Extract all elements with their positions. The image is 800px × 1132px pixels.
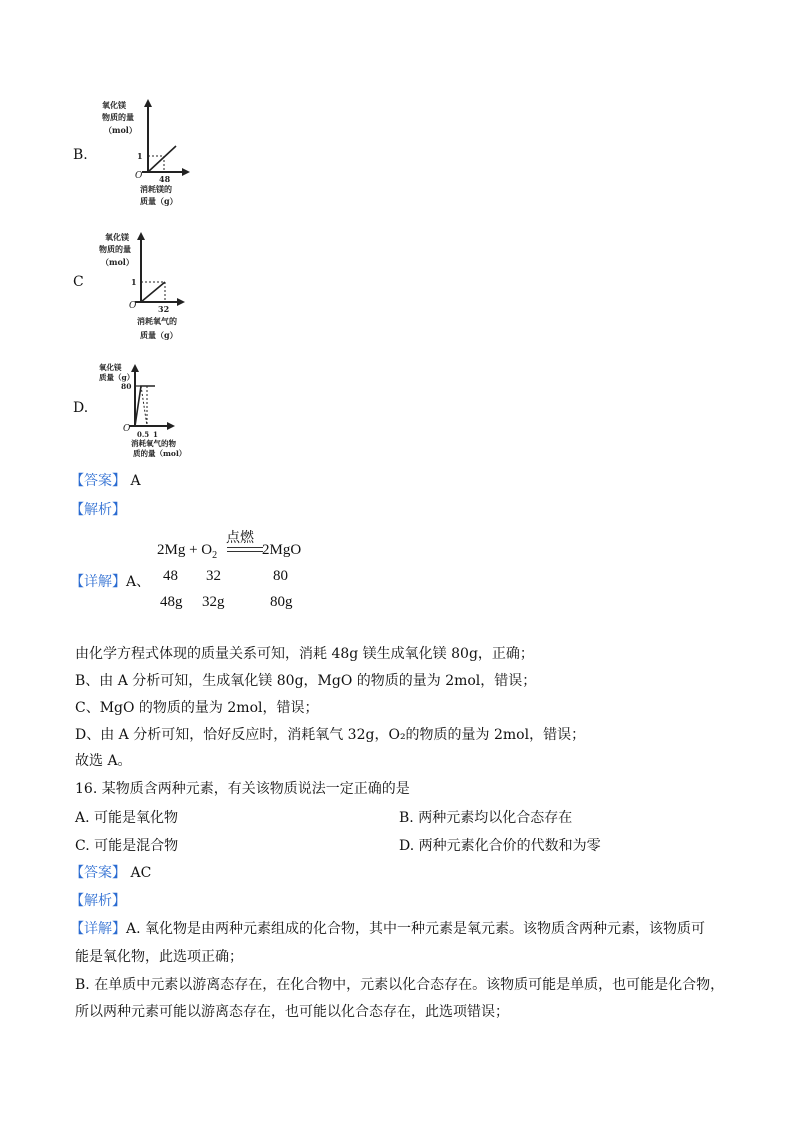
answer-tag: 答案	[84, 473, 112, 489]
ylabel3: （mol）	[101, 257, 134, 267]
option-d-chart	[95, 360, 200, 460]
question-16-option-c: C. 可能是混合物	[75, 838, 179, 854]
xlabel2: 质量（g）	[140, 196, 178, 206]
answer2-bracket-right: 】	[112, 865, 126, 881]
xtick: 32	[158, 304, 170, 314]
ylabel2: 物质的量	[102, 112, 134, 122]
detail2-line-1	[70, 919, 705, 939]
ylabel3: （mol）	[104, 125, 137, 135]
xlabel1: 消耗氧气的	[137, 316, 177, 326]
option-b-label: B.	[73, 147, 88, 163]
analysis-line	[70, 500, 126, 520]
xtick1: 0.5	[137, 430, 150, 439]
xtick2: 1	[153, 430, 158, 439]
mass-mg: 48g	[160, 594, 183, 610]
detail2-text-1: A. 氧化物是由两种元素组成的化合物，其中一种元素是氧元素。该物质含两种元素，该物质可	[126, 921, 706, 937]
detail-line	[70, 572, 150, 592]
analysis2-bracket-left: 【	[70, 893, 84, 909]
equals-line-top	[227, 547, 263, 548]
explanation-line-5: 故选 A。	[75, 753, 132, 769]
answer-bracket-left: 【	[70, 473, 84, 489]
ylabel1: 氧化镁	[105, 232, 129, 242]
answer-line	[70, 471, 141, 491]
detail2-line-4: 所以两种元素可能以游离态存在，也可能以化合态存在，此选项错误；	[75, 1004, 509, 1020]
detail-tag: 详解	[84, 574, 112, 590]
detail-prefix: A、	[126, 574, 151, 590]
mass-mgo: 80g	[270, 594, 293, 610]
xlabel1: 消耗镁的	[140, 184, 172, 194]
reactants: 2Mg + O	[157, 542, 213, 558]
origin: O	[123, 424, 131, 434]
equals-line-bottom	[227, 551, 263, 552]
xtick: 48	[159, 174, 171, 184]
xlabel1: 消耗氧气的物	[131, 439, 176, 448]
analysis2-bracket-right: 】	[112, 893, 126, 909]
ytick: 1	[131, 277, 137, 287]
mass-ratio-o2: 32	[206, 568, 221, 584]
answer-line-2	[70, 863, 151, 883]
origin: O	[129, 301, 137, 311]
equation-left	[157, 542, 217, 561]
mass-ratio-mgo: 80	[273, 568, 288, 584]
detail2-line-2: 能是氧化物，此选项正确；	[75, 949, 243, 965]
analysis-line-2	[70, 891, 126, 911]
question-16-option-a: A. 可能是氧化物	[75, 810, 179, 826]
option-d-label: D.	[73, 400, 89, 416]
option-c-label: C	[73, 274, 84, 290]
answer2-value: AC	[130, 865, 152, 881]
products: 2MgO	[262, 542, 302, 558]
detail2-bracket-left: 【	[70, 921, 84, 937]
xlabel2: 质的量（mol）	[133, 449, 187, 458]
answer-bracket-right: 】	[112, 473, 126, 489]
ylabel2: 质量（g）	[99, 373, 135, 382]
mass-o2: 32g	[202, 594, 225, 610]
detail2-line-3: B. 在单质中元素以游离态存在，在化合物中，元素以化合态存在。该物质可能是单质，也可能是化合物，	[75, 977, 725, 993]
option-b-chart	[98, 96, 198, 208]
question-16-option-b: B. 两种元素均以化合态存在	[399, 810, 573, 826]
ytick: 1	[137, 151, 143, 161]
explanation-line-2: B、由 A 分析可知，生成氧化镁 80g，MgO 的物质的量为 2mol，错误；	[75, 673, 537, 689]
origin: O	[135, 171, 143, 181]
question-16-option-d: D. 两种元素化合价的代数和为零	[399, 838, 601, 854]
ylabel1: 氧化镁	[99, 363, 122, 372]
detail2-tag: 详解	[84, 921, 112, 937]
analysis-tag: 解析	[84, 502, 112, 518]
detail2-bracket-right: 】	[112, 921, 126, 937]
answer2-tag: 答案	[84, 865, 112, 881]
option-c-chart	[95, 228, 200, 346]
ylabel1: 氧化镁	[102, 100, 126, 110]
o2-subscript: 2	[212, 550, 218, 561]
analysis-bracket-right: 】	[112, 502, 126, 518]
reaction-condition: 点燃	[226, 530, 254, 546]
xlabel2: 质量（g）	[140, 330, 178, 340]
analysis-bracket-left: 【	[70, 502, 84, 518]
explanation-line-1: 由化学方程式体现的质量关系可知，消耗 48g 镁生成氧化镁 80g，正确；	[75, 646, 534, 662]
mass-ratio-mg: 48	[163, 568, 178, 584]
ytick: 80	[121, 382, 132, 391]
analysis2-tag: 解析	[84, 893, 112, 909]
detail-bracket-right: 】	[112, 574, 126, 590]
ylabel2: 物质的量	[99, 244, 131, 254]
explanation-line-4: D、由 A 分析可知，恰好反应时，消耗氧气 32g，O₂的物质的量为 2mol，错误；	[75, 727, 586, 743]
question-16-stem: 16. 某物质含两种元素，有关该物质说法一定正确的是	[75, 781, 410, 797]
answer-value: A	[130, 473, 141, 489]
detail-bracket-left: 【	[70, 574, 84, 590]
explanation-line-3: C、MgO 的物质的量为 2mol，错误；	[75, 700, 319, 716]
answer2-bracket-left: 【	[70, 865, 84, 881]
